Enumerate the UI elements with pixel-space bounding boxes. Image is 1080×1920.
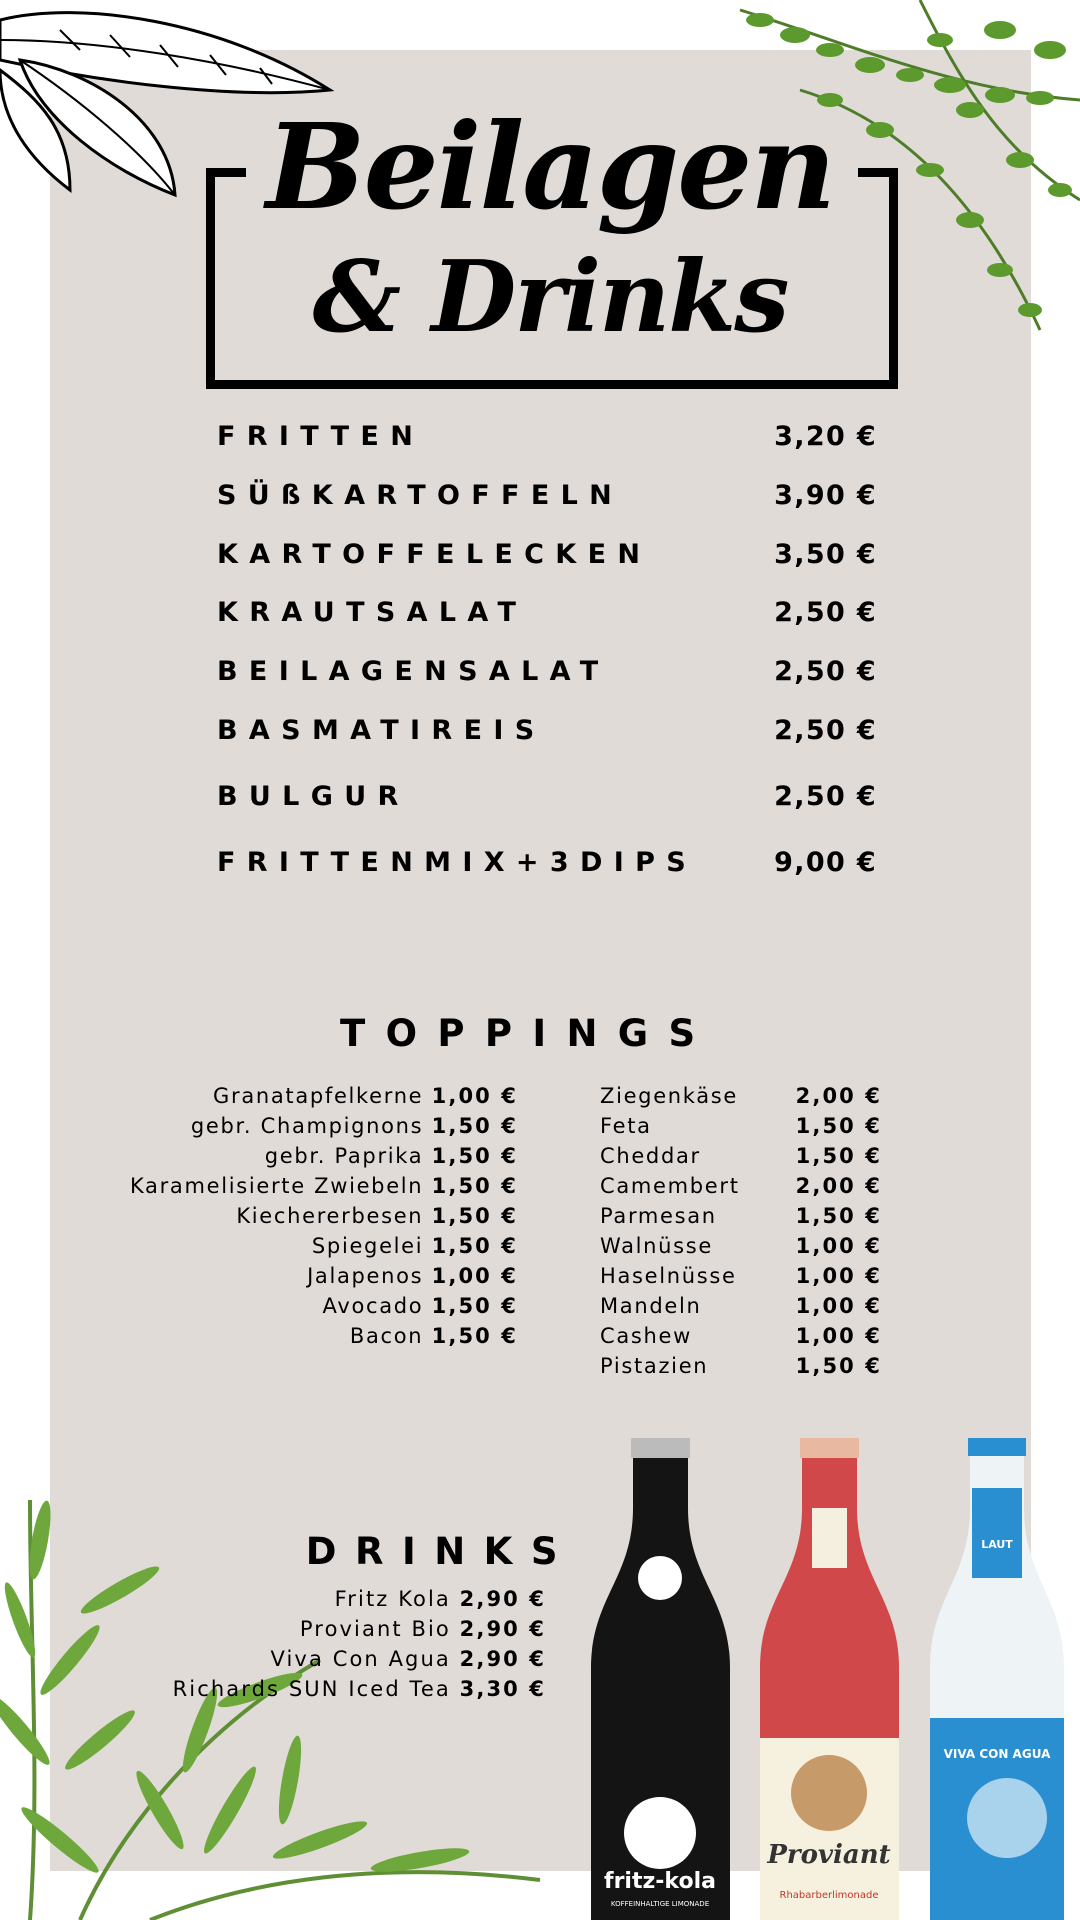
topping-row (236, 1201, 518, 1231)
item-price: 3,50 € (774, 539, 877, 570)
topping-price: 1,50 € (431, 1174, 518, 1198)
menu-item (217, 535, 877, 575)
bottle-sublabel: KOFFEINHALTIGE LIMONADE (610, 1900, 710, 1908)
drink-price: 2,90 € (459, 1617, 546, 1641)
topping-row (600, 1351, 882, 1381)
topping-row (600, 1231, 882, 1261)
drink-price: 2,90 € (459, 1587, 546, 1611)
topping-name: Spiegelei (311, 1234, 424, 1258)
topping-row (213, 1081, 518, 1111)
viva-con-agua-bottle (927, 1438, 1067, 1920)
title-line-2: & Drinks (312, 240, 788, 355)
drink-price: 3,30 € (459, 1677, 546, 1701)
menu-item (217, 417, 877, 457)
topping-row (350, 1321, 518, 1351)
topping-row (600, 1201, 882, 1231)
menu-item (217, 652, 877, 692)
topping-price: 1,00 € (795, 1294, 882, 1318)
drink-row (173, 1674, 546, 1704)
topping-name: Mandeln (600, 1294, 702, 1318)
topping-row (600, 1291, 882, 1321)
topping-row (323, 1291, 518, 1321)
topping-name: gebr. Champignons (190, 1114, 424, 1138)
topping-row (191, 1111, 518, 1141)
drink-name: Fritz Kola (334, 1587, 451, 1611)
item-name: BASMATIREIS (217, 715, 546, 746)
topping-row (600, 1111, 882, 1141)
item-price: 2,50 € (774, 715, 877, 746)
title-line-1: Beilagen (265, 97, 835, 236)
topping-name: Haselnüsse (600, 1264, 737, 1288)
item-name: BULGUR (217, 781, 410, 812)
drink-row (270, 1644, 546, 1674)
item-price: 3,90 € (774, 480, 877, 511)
drink-name: Proviant Bio (299, 1617, 451, 1641)
topping-name: Granatapfelkerne (213, 1084, 424, 1108)
topping-name: Bacon (349, 1324, 424, 1348)
topping-row (600, 1171, 882, 1201)
drink-name: Viva Con Agua (270, 1647, 451, 1671)
topping-price: 1,50 € (795, 1354, 882, 1378)
bottle-label: Proviant (767, 1840, 891, 1870)
topping-price: 1,50 € (431, 1234, 518, 1258)
proviant-bottle (757, 1438, 902, 1920)
topping-price: 1,50 € (431, 1294, 518, 1318)
topping-row (600, 1141, 882, 1171)
topping-price: 1,50 € (431, 1144, 518, 1168)
topping-row (600, 1321, 882, 1351)
topping-name: Karamelisierte Zwiebeln (129, 1174, 424, 1198)
topping-price: 2,00 € (795, 1174, 882, 1198)
topping-name: gebr. Paprika (264, 1144, 424, 1168)
topping-name: Parmesan (600, 1204, 717, 1228)
topping-price: 1,50 € (795, 1114, 882, 1138)
topping-name: Ziegenkäse (600, 1084, 739, 1108)
bottle-sublabel: LAUT (981, 1538, 1013, 1551)
topping-row (600, 1261, 882, 1291)
bottle-label: VIVA CON AGUA (943, 1747, 1051, 1761)
menu-item (217, 843, 877, 883)
item-price: 9,00 € (774, 847, 877, 878)
menu-item (217, 711, 877, 751)
topping-name: Cashew (600, 1324, 692, 1348)
topping-row (312, 1231, 518, 1261)
item-name: FRITTEN (217, 421, 425, 452)
topping-price: 1,50 € (795, 1144, 882, 1168)
topping-price: 1,50 € (431, 1324, 518, 1348)
topping-name: Feta (600, 1114, 652, 1138)
drink-row (300, 1614, 546, 1644)
topping-name: Walnüsse (600, 1234, 713, 1258)
menu-item (217, 593, 877, 633)
topping-price: 1,00 € (795, 1324, 882, 1348)
topping-price: 1,00 € (795, 1234, 882, 1258)
topping-price: 1,00 € (431, 1264, 518, 1288)
topping-price: 2,00 € (795, 1084, 882, 1108)
topping-name: Avocado (322, 1294, 424, 1318)
item-name: KARTOFFELECKEN (217, 539, 652, 570)
topping-price: 1,50 € (431, 1204, 518, 1228)
topping-name: Kiechererbesen (236, 1204, 424, 1228)
topping-name: Cheddar (600, 1144, 701, 1168)
item-price: 3,20 € (774, 421, 877, 452)
drink-price: 2,90 € (459, 1647, 546, 1671)
drink-name: Richards SUN Iced Tea (172, 1677, 451, 1701)
bottle-label: fritz-kola (604, 1869, 716, 1894)
topping-name: Jalapenos (307, 1264, 424, 1288)
drink-row (335, 1584, 546, 1614)
menu-item (217, 777, 877, 817)
topping-price: 1,50 € (431, 1114, 518, 1138)
item-price: 2,50 € (774, 656, 877, 687)
topping-row (600, 1081, 882, 1111)
topping-row (130, 1171, 518, 1201)
item-price: 2,50 € (774, 781, 877, 812)
topping-row (265, 1141, 518, 1171)
drinks-heading: DRINKS (305, 1530, 576, 1573)
topping-name: Pistazien (600, 1354, 709, 1378)
topping-price: 1,00 € (795, 1264, 882, 1288)
fritz-kola-bottle (588, 1438, 733, 1920)
item-name: FRITTENMIX+3DIPS (217, 847, 698, 878)
item-name: KRAUTSALAT (217, 597, 528, 628)
menu-item (217, 476, 877, 516)
toppings-heading: TOPPINGS (340, 1012, 716, 1055)
bottle-sublabel: Rhabarberlimonade (779, 1890, 879, 1901)
item-name: BEILAGENSALAT (217, 656, 610, 687)
topping-row (307, 1261, 518, 1291)
item-price: 2,50 € (774, 597, 877, 628)
item-name: SÜßKARTOFFELN (217, 480, 624, 511)
topping-price: 1,50 € (795, 1204, 882, 1228)
topping-name: Camembert (600, 1174, 740, 1198)
topping-price: 1,00 € (431, 1084, 518, 1108)
